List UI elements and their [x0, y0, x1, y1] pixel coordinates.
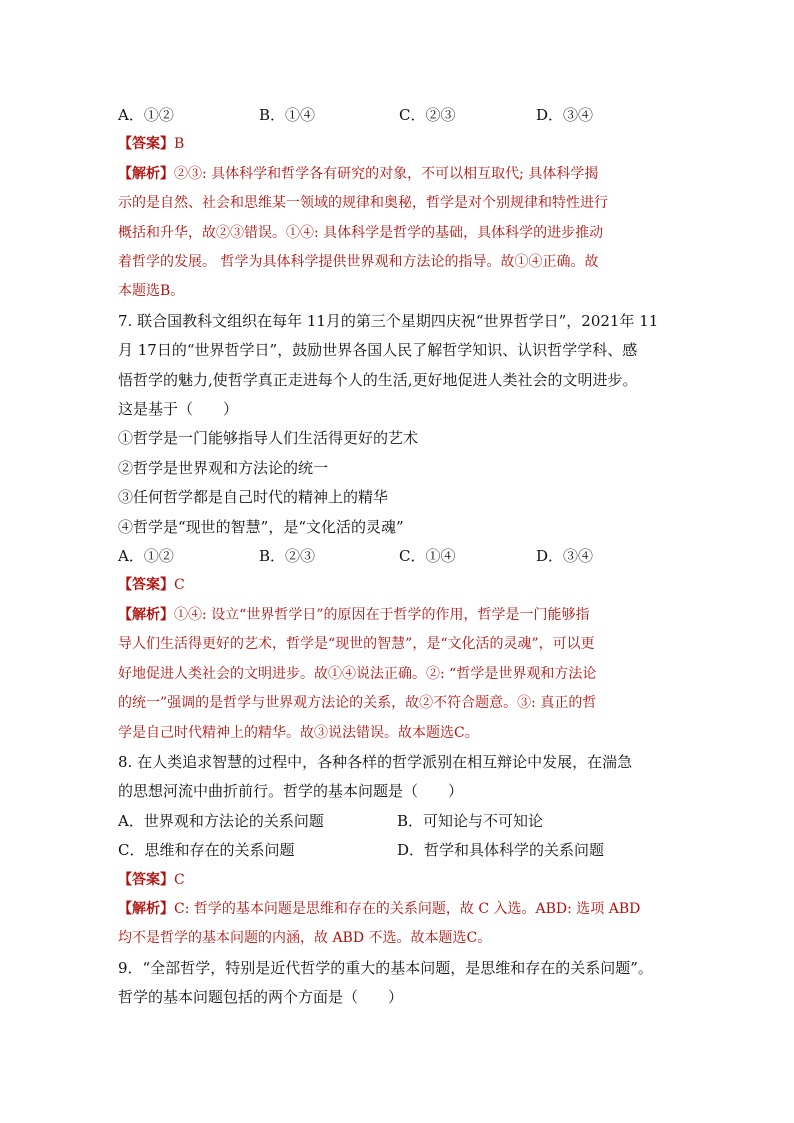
- answer-value: C: [174, 577, 185, 594]
- q7-analysis-line: 的统一”强调的是哲学与世界观方法论的关系，故②不符合题意。③: 真正的哲: [118, 695, 597, 712]
- answer-value: B: [174, 136, 185, 153]
- document-page: [118, 101, 678, 1013]
- q7-stem-line: 这是基于（ ）: [118, 400, 239, 419]
- q7-stem-line: 7. 联合国教科文组织在每年 11月的第三个星期四庆祝“世界哲学日”，2021年 11: [118, 311, 659, 330]
- q7-answer: [118, 571, 678, 600]
- q6-options: [118, 101, 678, 130]
- option-d: D．哲学和具体科学的关系问题: [397, 841, 605, 860]
- q8-options-row: [118, 836, 678, 865]
- q8-stem-line: 的思想河流中曲折前行。哲学的基本问题是（ ）: [118, 782, 464, 801]
- q6-analysis-line: 着哲学的发展。 哲学为具体科学提供世界观和方法论的指导。故①④正确。故: [118, 254, 599, 271]
- q6-analysis-line: [118, 160, 678, 189]
- answer-tag: 【答案】: [118, 577, 174, 594]
- q8-options-row: [118, 807, 678, 836]
- option-c: C．思维和存在的关系问题: [118, 841, 295, 860]
- option-b: B．②③: [259, 547, 316, 566]
- q6-analysis-line: 本题选B。: [118, 283, 185, 300]
- q9-stem-line: 哲学的基本问题包括的两个方面是（ ）: [118, 988, 404, 1007]
- option-d: D．③④: [536, 106, 594, 124]
- analysis-text: C: 哲学的基本问题是思维和存在的关系问题，故 C 入选。ABD: 选项 ABD: [174, 900, 641, 917]
- q7-analysis-line: [118, 601, 678, 630]
- q7-analysis-line: 好地促进人类社会的文明进步。故①④说法正确。②: “哲学是世界观和方法论: [118, 665, 597, 682]
- q8-stem-line: 8. 在人类追求智慧的过程中，各种各样的哲学派别在相互辩论中发展，在湍急: [118, 752, 633, 771]
- q8-analysis-line: [118, 895, 678, 924]
- q7-statement: ④哲学是“现世的智慧”，是“文化活的灵魂”: [118, 517, 404, 536]
- q7-options: [118, 542, 678, 571]
- analysis-text: ①④: 设立“世界哲学日”的原因在于哲学的作用，哲学是一门能够指: [174, 606, 590, 623]
- q7-statement: ②哲学是世界观和方法论的统一: [118, 458, 329, 477]
- option-a: A．世界观和方法论的关系问题: [118, 811, 324, 830]
- analysis-tag: 【解析】: [118, 900, 174, 917]
- option-b: B．可知论与不可知论: [397, 811, 544, 830]
- q7-stem-line: 月 17日的“世界哲学日”，鼓励世界各国人民了解哲学知识、认识哲学学科、感: [118, 341, 638, 360]
- q6-analysis-line: 概括和升华，故②③错误。①④: 具体科学是哲学的基础，具体科学的进步推动: [118, 224, 604, 241]
- analysis-text: ②③: 具体科学和哲学各有研究的对象，不可以相互取代; 具体科学揭: [174, 165, 599, 182]
- answer-value: C: [174, 871, 185, 888]
- option-a: A．①②: [118, 547, 174, 566]
- answer-tag: 【答案】: [118, 871, 174, 888]
- option-c: C．①④: [399, 547, 456, 566]
- q7-analysis-line: 学是自己时代精神上的精华。故③说法错误。故本题选C。: [118, 724, 479, 741]
- q7-stem-line: 悟哲学的魅力,使哲学真正走进每个人的生活,更好地促进人类社会的文明进步。: [118, 370, 638, 389]
- q7-statement: ①哲学是一门能够指导人们生活得更好的艺术: [118, 429, 419, 448]
- q8-analysis-line: 均不是哲学的基本问题的内涵，故 ABD 不选。故本题选C。: [118, 930, 492, 947]
- q8-answer: [118, 866, 678, 895]
- q6-analysis-line: 示的是自然、社会和思维某一领域的规律和奥秘，哲学是对个别规律和特性进行: [118, 195, 608, 212]
- option-c: C．②③: [399, 106, 456, 124]
- analysis-tag: 【解析】: [118, 606, 174, 623]
- answer-tag: 【答案】: [118, 136, 174, 153]
- option-d: D．③④: [536, 547, 594, 566]
- q6-answer: [118, 130, 678, 159]
- option-a: A．①②: [118, 106, 174, 124]
- q7-statement: ③任何哲学都是自己时代的精神上的精华: [118, 488, 389, 507]
- option-b: B．①④: [259, 106, 316, 124]
- q9-stem-line: 9．“全部哲学，特别是近代哲学的重大的基本问题，是思维和存在的关系问题”。: [118, 958, 653, 977]
- q7-analysis-line: 导人们生活得更好的艺术，哲学是“现世的智慧”，是“文化活的灵魂”，可以更: [118, 636, 595, 653]
- analysis-tag: 【解析】: [118, 165, 174, 182]
